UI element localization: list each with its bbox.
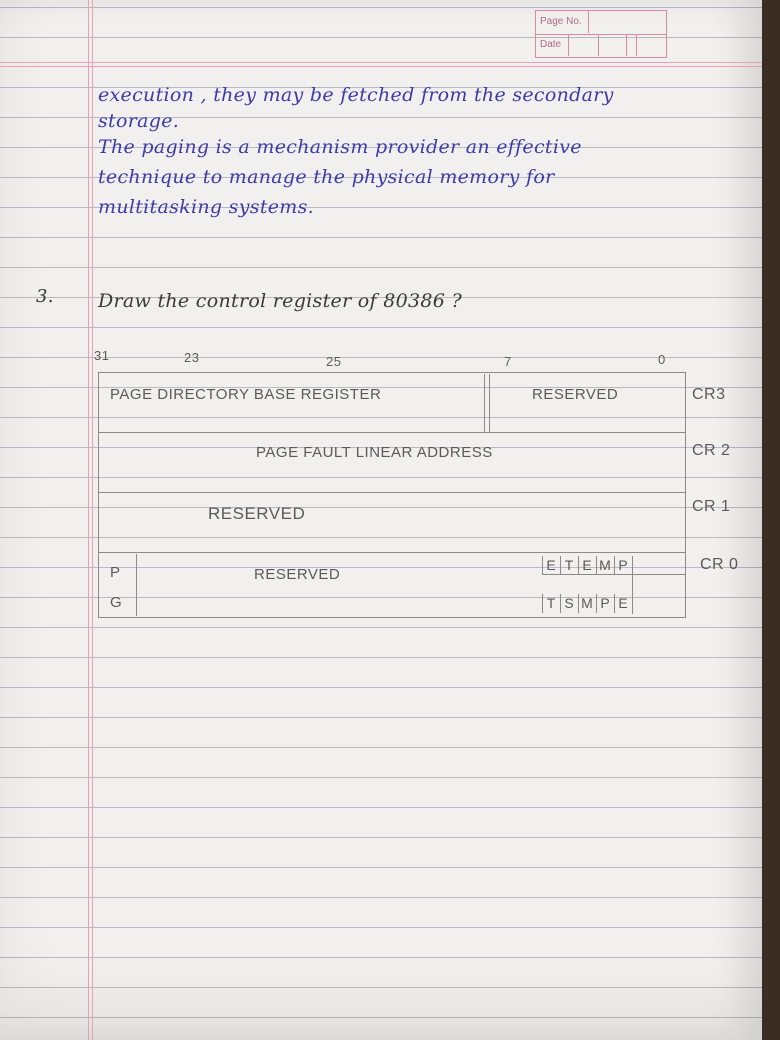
page-date-box	[535, 10, 667, 58]
note-line-1: execution , they may be fetched from the secondary	[98, 84, 614, 106]
cr3-label: CR3	[692, 386, 726, 403]
cr0-bit-ts: T	[560, 556, 577, 575]
cr2-page-fault-linear-address: PAGE FAULT LINEAR ADDRESS	[256, 444, 493, 461]
bit-label-23: 23	[184, 350, 200, 365]
cr0-bit-e: E	[614, 594, 631, 613]
cr0-label: CR 0	[700, 556, 739, 573]
page-no-label: Page No.	[540, 16, 582, 27]
cr0-bit-t: T	[542, 594, 559, 613]
cr0-bit-pe: P	[614, 556, 631, 575]
left-margin-line	[88, 0, 89, 1040]
bit-label-31: 31	[94, 348, 110, 363]
cr3-page-directory-base: PAGE DIRECTORY BASE REGISTER	[110, 386, 382, 403]
cr0-bit-mp: M	[596, 556, 613, 575]
question-text: Draw the control register of 80386 ?	[98, 290, 462, 312]
cr0-pg-bottom: G	[110, 594, 123, 611]
bit-label-7: 7	[504, 354, 512, 369]
bit-label-0: 0	[658, 352, 666, 367]
note-line-4: technique to manage the physical memory for	[98, 166, 555, 188]
cr3-reserved: RESERVED	[532, 386, 619, 403]
cr0-reserved: RESERVED	[254, 566, 341, 583]
cr1-label: CR 1	[692, 498, 731, 515]
cr1-reserved: RESERVED	[208, 504, 306, 523]
note-line-2: storage.	[98, 110, 180, 132]
note-line-5: multitasking systems.	[98, 196, 315, 218]
left-margin-line-2	[92, 0, 93, 1040]
top-margin-line	[0, 62, 762, 63]
cr0-bit-em: E	[578, 556, 595, 575]
top-margin-line-2	[0, 66, 762, 67]
control-register-diagram	[98, 372, 686, 618]
cr0-bit-s: S	[560, 594, 577, 613]
date-label: Date	[540, 39, 562, 50]
cr0-pg-top: P	[110, 564, 121, 581]
cr0-bit-p: P	[596, 594, 613, 613]
note-line-3: The paging is a mechanism provider an effective	[98, 136, 582, 158]
question-number: 3.	[36, 286, 54, 307]
cr0-bit-et: E	[542, 556, 559, 575]
cr0-bit-m: M	[578, 594, 595, 613]
bit-label-25: 25	[326, 354, 342, 369]
cr2-label: CR 2	[692, 442, 731, 459]
